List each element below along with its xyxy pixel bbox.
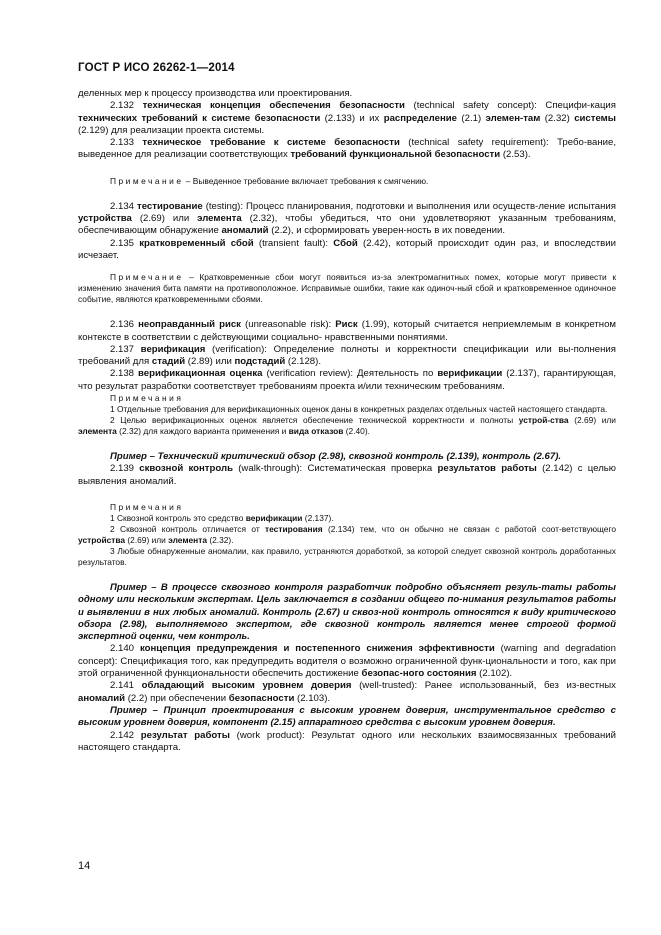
example-paragraph: Пример – В процессе сквозного контроля разработчик подробно объясняет резуль-таты работы одному или нескольким экспертам. Цель заключается в создании общего по-нимания результатов работы и выявлении в них любых аномалий. Контроль (2.67) и сквоз-ной контроль относятся к виду критического обзора (2.98), выполняемого экспертом, где сквозной контроль является менее строгой формой экспертной оценки, чем контроль. <box>78 581 616 643</box>
spacer <box>78 262 616 272</box>
paragraph: 2.132 техническая концепция обеспечения безопасности (technical safety concept): Специфи-кация технических требований к системе безопасности (2.133) и их распределение (2.1) элемен-там (2.32) системы (2.129) для реализации проекта системы. <box>78 100 616 136</box>
paragraph: деленных мер к процессу производства или проектирования. <box>78 88 353 99</box>
note-paragraph: Примечание – Выведенное требование включает требования к смягчению. <box>110 175 429 186</box>
spacer <box>78 162 616 176</box>
paragraph: 2.135 кратковременный сбой (transient fault): Сбой (2.42), который происходит один раз, и впоследствии исчезает. <box>78 237 616 261</box>
paragraph: 2.134 тестирование (testing): Процесс планирования, подготовки и выполнения или осуществ-ление испытания устройства (2.69) или элемента (2.32), чтобы убедиться, что они удовлетворяют указанным требованиям, обеспечивающим обнаружение аномалий (2.2), и сформировать уверен-ность в их поведении. <box>78 200 617 237</box>
paragraph: 2.136 неоправданный риск (unreasonable risk): Риск (1.99), который считается неприемлемым в конкретном контексте в соответствии с действующими социально- нравственными понятиями. <box>78 319 616 343</box>
paragraph: 2.137 верификация (verification): Определение полноты и корректности спецификации или вы-полнения требований для стадий (2.89) или подстадий (2.128). <box>78 343 616 368</box>
paragraph: 2.141 обладающий высоким уровнем доверия (well-trusted): Ранее использованный, без из-вестных аномалий (2.2) при обеспечении безопасности (2.103). <box>78 680 616 704</box>
document-header: ГОСТ Р ИСО 26262-1—2014 <box>78 62 235 74</box>
note-paragraph: 1 Сквозной контроль это средство верификации (2.137). <box>110 512 334 523</box>
spacer <box>78 305 616 319</box>
note-paragraph: Примечание – Кратковременные сбои могут появиться из-за электромагнитных помех, которые могут привести к изменению значения бита памяти на противоположное. Исправимые ошибки, такие как одиноч-ный сбой и кратковременное одиночное событие, являются кратковременными сбоями. <box>78 272 616 305</box>
note-paragraph: Примечания <box>110 393 184 404</box>
paragraph: 2.133 техническое требование к системе безопасности (technical safety requirement): Требо-вание, выведенное для реализации соответствующих требований функциональной безопасности (2.53). <box>78 137 617 161</box>
paragraph: 2.142 результат работы (work product): Результат одного или нескольких взаимосвязанных требований настоящего стандарта. <box>78 729 616 753</box>
paragraph: 2.138 верификационная оценка (verification review): Деятельность по верификации (2.137), гарантирующая, что результат разработки соответствует требованиям проекта и/или техническим требованиям. <box>78 368 616 392</box>
note-paragraph: 3 Любые обнаруженные аномалии, как правило, устраняются доработкой, за которой следует сквозной контроль доработанных результатов. <box>78 545 616 567</box>
document-body <box>78 88 616 754</box>
example-paragraph: Пример – Принцип проектирования с высоким уровнем доверия, инструментальное средство с высоким уровнем доверия, компонент (2.15) аппаратного средства с высоким уровнем доверия. <box>78 704 616 729</box>
paragraph: 2.139 сквозной контроль (walk-through): Систематическая проверка результатов работы (2.142) с целью выявления аномалий. <box>78 463 616 487</box>
note-paragraph: Примечания <box>110 501 184 512</box>
note-paragraph: 1 Отдельные требования для верификационных оценок даны в конкретных разделах отдельных частей настоящего стандарта. <box>110 404 608 415</box>
note-paragraph: 2 Целью верификационных оценок является обеспечение технической корректности и полноты устрой-ства (2.69) или элемента (2.32) для каждого варианта применения и вида отказов (2.40). <box>78 415 616 437</box>
note-paragraph: 2 Сквозной контроль отличается от тестирования (2.134) тем, что он обычно не связан с работой соот-ветствующего устройства (2.69) или элемента (2.32). <box>78 523 616 545</box>
paragraph: 2.140 концепция предупреждения и постепенного снижения эффективности (warning and degradation concept): Спецификация того, как предупредить водителя о возможно ограниченной функ-циональности и того, как при этой ограниченной функциональности обеспечить достижение безопас-ного состояния (2.102). <box>78 643 616 680</box>
example-paragraph: Пример – Технический критический обзор (2.98), сквозной контроль (2.139), контроль (2.67). <box>110 451 562 463</box>
spacer <box>78 187 616 201</box>
spacer <box>78 568 616 582</box>
spacer <box>78 437 616 451</box>
page-number: 14 <box>78 860 91 872</box>
spacer <box>78 488 616 502</box>
